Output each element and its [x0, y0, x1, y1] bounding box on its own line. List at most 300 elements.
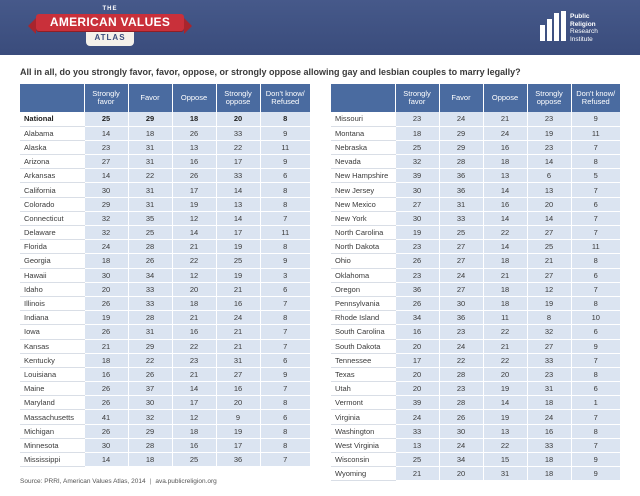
- value-cell: 24: [439, 438, 483, 452]
- row-label-cell: North Dakota: [331, 240, 395, 254]
- row-label-cell: Montana: [331, 126, 395, 140]
- value-cell: 33: [395, 424, 439, 438]
- value-cell: 32: [527, 325, 571, 339]
- value-cell: 36: [216, 453, 260, 467]
- table-row: [20, 254, 310, 268]
- value-cell: 11: [571, 240, 620, 254]
- row-label-cell: Hawaii: [20, 268, 84, 282]
- row-label-cell: Alaska: [20, 140, 84, 154]
- value-cell: 7: [260, 211, 310, 225]
- value-cell: 33: [527, 353, 571, 367]
- value-cell: 8: [260, 311, 310, 325]
- value-cell: 26: [128, 254, 172, 268]
- row-label-cell: Connecticut: [20, 211, 84, 225]
- value-cell: 22: [483, 438, 527, 452]
- value-cell: 24: [395, 410, 439, 424]
- prri-logo[interactable]: [540, 11, 630, 45]
- value-cell: 21: [527, 254, 571, 268]
- value-cell: 14: [84, 126, 128, 140]
- value-cell: 27: [84, 155, 128, 169]
- value-cell: 7: [260, 453, 310, 467]
- value-cell: 31: [128, 140, 172, 154]
- value-cell: 7: [571, 211, 620, 225]
- value-cell: 18: [172, 424, 216, 438]
- value-cell: 16: [84, 367, 128, 381]
- row-label-cell: Iowa: [20, 325, 84, 339]
- value-cell: 24: [439, 268, 483, 282]
- value-cell: 30: [395, 211, 439, 225]
- value-cell: 13: [527, 183, 571, 197]
- value-cell: 22: [128, 169, 172, 183]
- value-cell: 20: [395, 339, 439, 353]
- value-cell: 23: [395, 112, 439, 126]
- logo-title-text: AMERICAN VALUES: [49, 15, 171, 29]
- value-cell: 11: [260, 226, 310, 240]
- value-cell: 32: [395, 155, 439, 169]
- value-cell: 34: [439, 453, 483, 467]
- value-cell: 18: [395, 126, 439, 140]
- row-label-cell: West Virginia: [331, 438, 395, 452]
- value-cell: 21: [483, 268, 527, 282]
- value-cell: 31: [128, 325, 172, 339]
- row-label-cell: Idaho: [20, 282, 84, 296]
- value-cell: 26: [128, 367, 172, 381]
- value-cell: 18: [84, 353, 128, 367]
- value-cell: 27: [439, 282, 483, 296]
- row-label-cell: Maine: [20, 382, 84, 396]
- value-cell: 7: [571, 183, 620, 197]
- value-cell: 41: [84, 410, 128, 424]
- value-cell: 8: [260, 424, 310, 438]
- survey-question: All in all, do you strongly favor, favor, oppose, or strongly oppose allowing gay and lesbian couples to marry legally?: [20, 67, 521, 77]
- row-label-cell: Nevada: [331, 155, 395, 169]
- row-label-cell: New Mexico: [331, 197, 395, 211]
- value-cell: 36: [439, 169, 483, 183]
- table-row: [331, 353, 620, 367]
- results-table-right: [331, 84, 620, 481]
- table-row: [20, 268, 310, 282]
- value-cell: 18: [172, 112, 216, 126]
- value-cell: 9: [216, 410, 260, 424]
- value-cell: 23: [527, 112, 571, 126]
- value-cell: 25: [527, 240, 571, 254]
- value-cell: 18: [527, 467, 571, 481]
- source-text: Source: PRRI, American Values Atlas, 2014: [20, 478, 146, 485]
- table-row: [20, 296, 310, 310]
- value-cell: 6: [571, 268, 620, 282]
- value-cell: 12: [527, 282, 571, 296]
- value-cell: 21: [395, 467, 439, 481]
- table-row: [331, 410, 620, 424]
- header-banner: [0, 0, 640, 55]
- value-cell: 20: [439, 467, 483, 481]
- table-row: [331, 396, 620, 410]
- value-cell: 33: [527, 438, 571, 452]
- value-cell: 6: [571, 382, 620, 396]
- value-cell: 27: [439, 254, 483, 268]
- value-cell: 5: [571, 169, 620, 183]
- value-cell: 19: [483, 382, 527, 396]
- row-label-cell: Washington: [331, 424, 395, 438]
- value-cell: 30: [84, 438, 128, 452]
- value-cell: 18: [483, 282, 527, 296]
- value-cell: 34: [128, 268, 172, 282]
- row-label-cell: North Carolina: [331, 226, 395, 240]
- value-cell: 25: [439, 226, 483, 240]
- value-cell: 6: [571, 197, 620, 211]
- row-label-cell: Kentucky: [20, 353, 84, 367]
- row-label-cell: New Jersey: [331, 183, 395, 197]
- table-row: [20, 396, 310, 410]
- value-cell: 14: [483, 396, 527, 410]
- value-cell: 32: [84, 226, 128, 240]
- value-cell: 14: [216, 211, 260, 225]
- value-cell: 14: [84, 169, 128, 183]
- value-cell: 24: [216, 311, 260, 325]
- logo-the-text: THE: [102, 6, 118, 12]
- value-cell: 22: [483, 226, 527, 240]
- row-label-cell: Minnesota: [20, 438, 84, 452]
- value-cell: 19: [395, 226, 439, 240]
- table-row: [20, 382, 310, 396]
- value-cell: 21: [84, 339, 128, 353]
- value-cell: 21: [216, 282, 260, 296]
- value-cell: 28: [128, 240, 172, 254]
- table-row: [20, 453, 310, 467]
- value-cell: 8: [571, 254, 620, 268]
- value-cell: 9: [571, 453, 620, 467]
- value-cell: 30: [395, 183, 439, 197]
- value-cell: 26: [172, 126, 216, 140]
- value-cell: 33: [128, 282, 172, 296]
- value-cell: 23: [172, 353, 216, 367]
- value-cell: 19: [527, 126, 571, 140]
- state-column-header: [20, 84, 84, 112]
- value-cell: 21: [172, 367, 216, 381]
- value-cell: 8: [260, 240, 310, 254]
- value-cell: 13: [172, 140, 216, 154]
- table-row: [331, 226, 620, 240]
- value-cell: 18: [483, 296, 527, 310]
- value-cell: 7: [260, 339, 310, 353]
- value-cell: 30: [84, 183, 128, 197]
- value-cell: 29: [439, 140, 483, 154]
- value-cell: 18: [172, 296, 216, 310]
- value-cell: 36: [439, 183, 483, 197]
- table-row: [331, 155, 620, 169]
- column-header: Strongly oppose: [216, 84, 260, 112]
- value-cell: 8: [260, 183, 310, 197]
- value-cell: 6: [571, 325, 620, 339]
- value-cell: 9: [260, 367, 310, 381]
- value-cell: 23: [439, 382, 483, 396]
- value-cell: 24: [84, 240, 128, 254]
- value-cell: 25: [84, 112, 128, 126]
- row-label-cell: Maryland: [20, 396, 84, 410]
- table-row: [331, 140, 620, 154]
- value-cell: 19: [216, 424, 260, 438]
- value-cell: 9: [260, 254, 310, 268]
- table-row: [20, 140, 310, 154]
- value-cell: 19: [483, 410, 527, 424]
- table-row: [331, 382, 620, 396]
- table-row: [20, 353, 310, 367]
- value-cell: 22: [439, 353, 483, 367]
- row-label-cell: South Carolina: [331, 325, 395, 339]
- column-header: Strongly oppose: [527, 84, 571, 112]
- column-header: Oppose: [172, 84, 216, 112]
- value-cell: 14: [483, 183, 527, 197]
- value-cell: 14: [84, 453, 128, 467]
- value-cell: 26: [439, 410, 483, 424]
- value-cell: 28: [439, 155, 483, 169]
- value-cell: 22: [483, 353, 527, 367]
- value-cell: 33: [439, 211, 483, 225]
- value-cell: 16: [172, 438, 216, 452]
- value-cell: 29: [128, 424, 172, 438]
- value-cell: 36: [395, 282, 439, 296]
- value-cell: 30: [439, 424, 483, 438]
- value-cell: 27: [527, 268, 571, 282]
- value-cell: 19: [216, 240, 260, 254]
- value-cell: 6: [260, 169, 310, 183]
- value-cell: 6: [260, 353, 310, 367]
- row-label-cell: Alabama: [20, 126, 84, 140]
- value-cell: 29: [84, 197, 128, 211]
- value-cell: 11: [260, 140, 310, 154]
- table-row: [20, 410, 310, 424]
- prri-line-4: Institute: [570, 35, 593, 43]
- table-row: [331, 254, 620, 268]
- value-cell: 17: [216, 226, 260, 240]
- prri-bars-icon: [540, 11, 566, 41]
- value-cell: 27: [395, 197, 439, 211]
- value-cell: 7: [260, 325, 310, 339]
- row-label-cell: California: [20, 183, 84, 197]
- value-cell: 8: [260, 396, 310, 410]
- value-cell: 34: [395, 311, 439, 325]
- results-table-left: [20, 84, 310, 467]
- row-label-cell: Utah: [331, 382, 395, 396]
- value-cell: 20: [216, 396, 260, 410]
- value-cell: 23: [439, 325, 483, 339]
- value-cell: 1: [571, 396, 620, 410]
- row-label-cell: Florida: [20, 240, 84, 254]
- value-cell: 20: [395, 382, 439, 396]
- row-label-cell: Wisconsin: [331, 453, 395, 467]
- value-cell: 8: [260, 112, 310, 126]
- table-row: [331, 339, 620, 353]
- value-cell: 20: [216, 112, 260, 126]
- value-cell: 29: [128, 339, 172, 353]
- value-cell: 14: [172, 382, 216, 396]
- value-cell: 7: [260, 382, 310, 396]
- value-cell: 7: [571, 140, 620, 154]
- value-cell: 18: [128, 126, 172, 140]
- value-cell: 32: [128, 410, 172, 424]
- value-cell: 25: [128, 226, 172, 240]
- value-cell: 17: [395, 353, 439, 367]
- value-cell: 8: [260, 438, 310, 452]
- value-cell: 26: [84, 325, 128, 339]
- value-cell: 24: [527, 410, 571, 424]
- column-header: Don't know/ Refused: [260, 84, 310, 112]
- value-cell: 21: [172, 240, 216, 254]
- value-cell: 12: [172, 211, 216, 225]
- row-label-cell: Louisiana: [20, 367, 84, 381]
- table-row: [20, 197, 310, 211]
- value-cell: 25: [395, 453, 439, 467]
- american-values-atlas-logo[interactable]: [36, 6, 184, 50]
- value-cell: 17: [172, 396, 216, 410]
- table-row: [20, 126, 310, 140]
- table-row: [20, 311, 310, 325]
- value-cell: 17: [172, 183, 216, 197]
- value-cell: 32: [84, 211, 128, 225]
- table-header-row: [20, 84, 310, 112]
- value-cell: 8: [571, 367, 620, 381]
- value-cell: 30: [439, 296, 483, 310]
- row-label-cell: Delaware: [20, 226, 84, 240]
- value-cell: 18: [527, 453, 571, 467]
- row-label-cell: Georgia: [20, 254, 84, 268]
- table-row: [20, 183, 310, 197]
- value-cell: 16: [527, 424, 571, 438]
- value-cell: 16: [395, 325, 439, 339]
- column-header: Strongly favor: [84, 84, 128, 112]
- column-header: Favor: [439, 84, 483, 112]
- value-cell: 8: [260, 197, 310, 211]
- value-cell: 13: [216, 197, 260, 211]
- value-cell: 21: [483, 339, 527, 353]
- value-cell: 21: [483, 112, 527, 126]
- value-cell: 16: [172, 325, 216, 339]
- table-row: [20, 169, 310, 183]
- table-row: [331, 183, 620, 197]
- value-cell: 20: [84, 282, 128, 296]
- value-cell: 10: [571, 311, 620, 325]
- row-label-cell: South Dakota: [331, 339, 395, 353]
- row-label-cell: Vermont: [331, 396, 395, 410]
- value-cell: 27: [527, 339, 571, 353]
- table-row: [331, 282, 620, 296]
- column-header: Don't know/ Refused: [571, 84, 620, 112]
- value-cell: 31: [128, 197, 172, 211]
- results-table-left-body: [20, 112, 310, 467]
- table-row: [331, 197, 620, 211]
- value-cell: 6: [527, 169, 571, 183]
- value-cell: 9: [571, 467, 620, 481]
- table-row: [331, 367, 620, 381]
- row-label-cell: Massachusetts: [20, 410, 84, 424]
- value-cell: 19: [172, 197, 216, 211]
- row-label-cell: New York: [331, 211, 395, 225]
- value-cell: 18: [483, 254, 527, 268]
- value-cell: 27: [527, 226, 571, 240]
- value-cell: 16: [216, 382, 260, 396]
- table-row: [331, 296, 620, 310]
- value-cell: 14: [483, 211, 527, 225]
- row-label-cell: Pennsylvania: [331, 296, 395, 310]
- value-cell: 39: [395, 396, 439, 410]
- value-cell: 22: [483, 325, 527, 339]
- value-cell: 18: [483, 155, 527, 169]
- value-cell: 8: [571, 296, 620, 310]
- value-cell: 6: [260, 282, 310, 296]
- value-cell: 31: [128, 155, 172, 169]
- value-cell: 33: [128, 296, 172, 310]
- value-cell: 16: [483, 197, 527, 211]
- value-cell: 13: [483, 424, 527, 438]
- table-header-row: [331, 84, 620, 112]
- value-cell: 31: [439, 197, 483, 211]
- table-row: [331, 112, 620, 126]
- value-cell: 20: [172, 282, 216, 296]
- table-row: [20, 240, 310, 254]
- value-cell: 7: [571, 438, 620, 452]
- value-cell: 20: [483, 367, 527, 381]
- value-cell: 23: [84, 140, 128, 154]
- value-cell: 9: [260, 126, 310, 140]
- value-cell: 31: [216, 353, 260, 367]
- value-cell: 21: [172, 311, 216, 325]
- table-row: [20, 339, 310, 353]
- value-cell: 14: [483, 240, 527, 254]
- row-label-cell: Indiana: [20, 311, 84, 325]
- row-label-cell: Illinois: [20, 296, 84, 310]
- value-cell: 9: [571, 339, 620, 353]
- value-cell: 30: [84, 268, 128, 282]
- value-cell: 31: [483, 467, 527, 481]
- state-column-header: [331, 84, 395, 112]
- value-cell: 25: [216, 254, 260, 268]
- source-url-link[interactable]: ava.publicreligion.org: [155, 478, 217, 485]
- value-cell: 17: [216, 438, 260, 452]
- table-row: [20, 424, 310, 438]
- value-cell: 27: [439, 240, 483, 254]
- row-label-cell: Arkansas: [20, 169, 84, 183]
- value-cell: 19: [84, 311, 128, 325]
- value-cell: 27: [216, 367, 260, 381]
- value-cell: 30: [128, 396, 172, 410]
- value-cell: 12: [172, 410, 216, 424]
- table-row: [331, 311, 620, 325]
- table-row: [331, 240, 620, 254]
- value-cell: 18: [128, 453, 172, 467]
- value-cell: 23: [527, 367, 571, 381]
- results-table-right-body: [331, 112, 620, 481]
- table-row: [20, 325, 310, 339]
- value-cell: 19: [527, 296, 571, 310]
- value-cell: 28: [439, 367, 483, 381]
- value-cell: 25: [395, 140, 439, 154]
- table-row: [331, 169, 620, 183]
- row-label-cell: Wyoming: [331, 467, 395, 481]
- value-cell: 22: [128, 353, 172, 367]
- row-label-cell: Missouri: [331, 112, 395, 126]
- value-cell: 29: [439, 126, 483, 140]
- prri-line-1: Public: [570, 13, 590, 20]
- value-cell: 14: [527, 155, 571, 169]
- table-row-national: [20, 112, 310, 126]
- row-label-cell: Colorado: [20, 197, 84, 211]
- prri-wordmark: [570, 13, 630, 43]
- value-cell: 3: [260, 268, 310, 282]
- logo-atlas-box: [86, 32, 134, 46]
- value-cell: 26: [84, 382, 128, 396]
- table-row: [331, 325, 620, 339]
- value-cell: 14: [216, 183, 260, 197]
